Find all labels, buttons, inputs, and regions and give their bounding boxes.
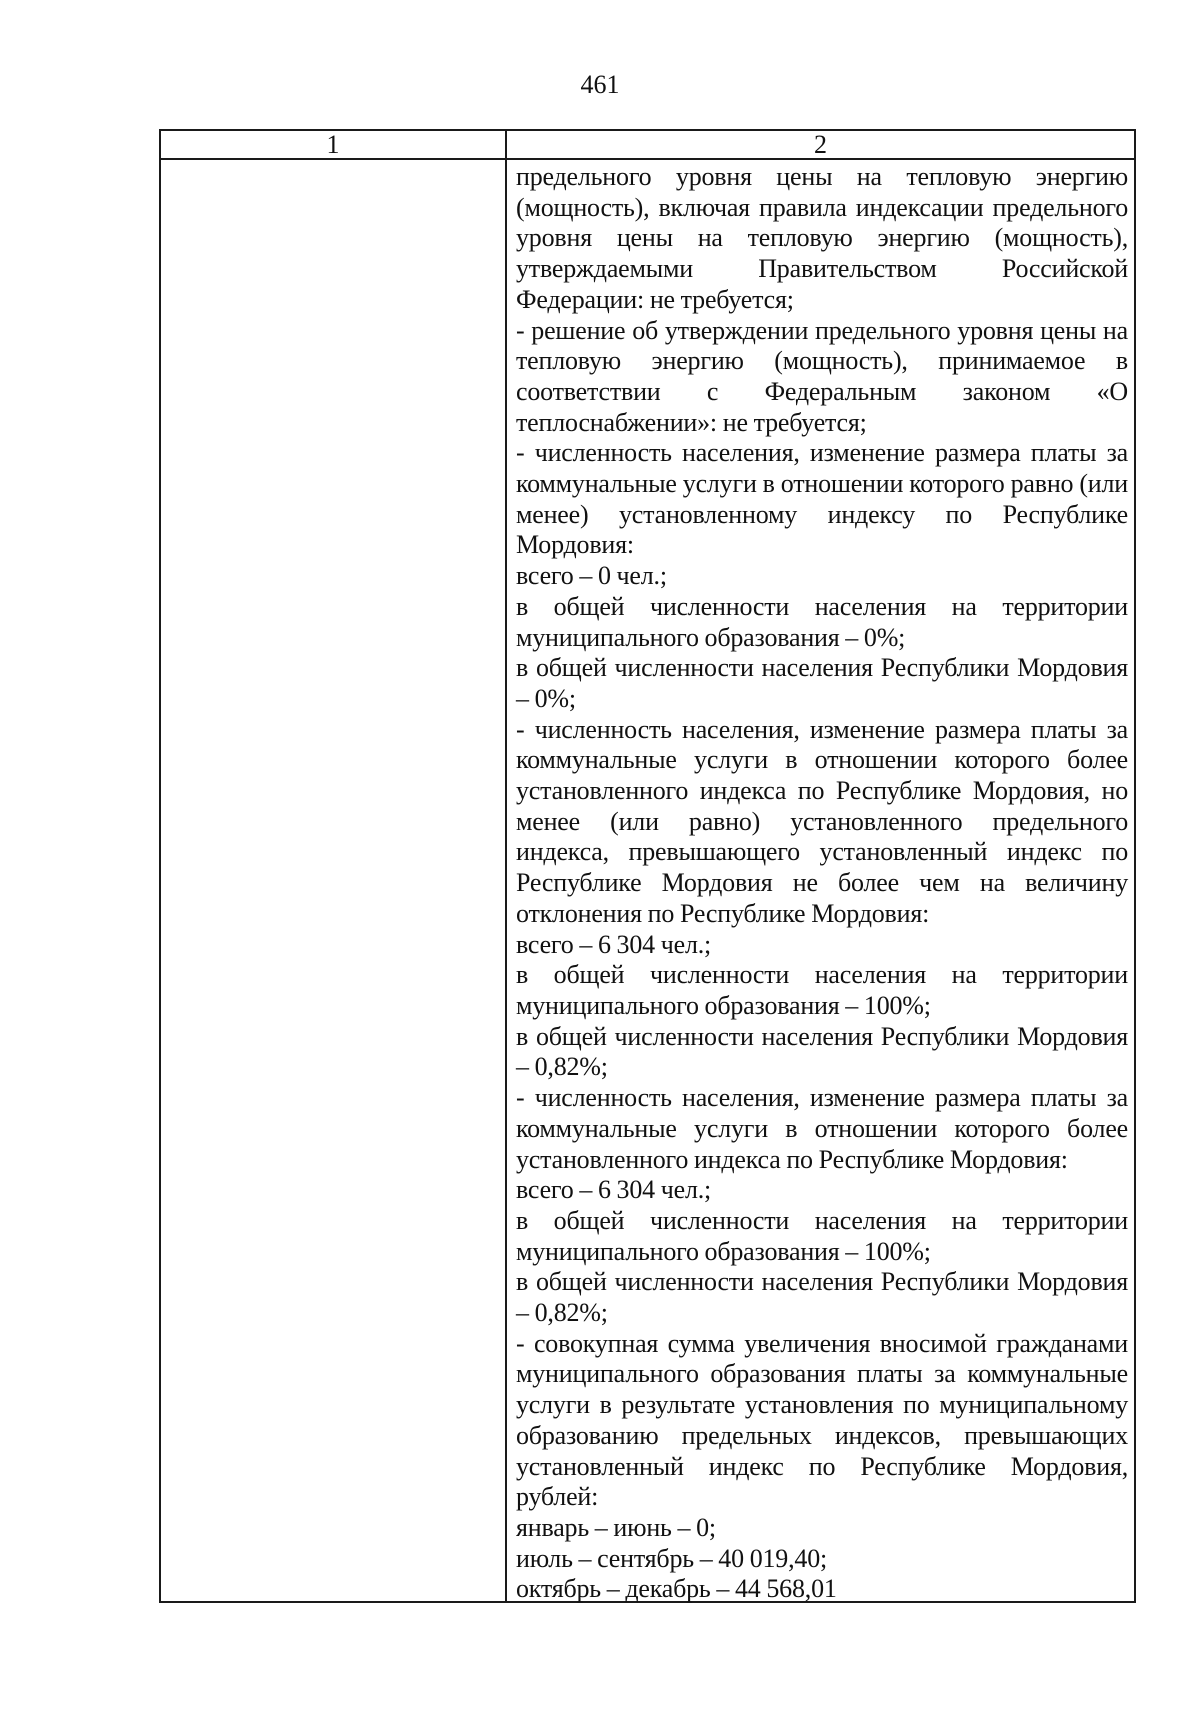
paragraph: - решение об утверждении предельного уровня цены на тепловую энергию (мощность), принимаемое в соответствии с Федеральным законом «О теплоснабжении»: не требуется;	[516, 315, 1128, 437]
page-number: 461	[580, 70, 620, 99]
paragraph: - численность населения, изменение размера платы за коммунальные услуги в отношении которого более установленного индекса по Республике Мордовия, но менее (или равно) установленного предельного индекса, превышающего установленный индекс по Республике Мордовия не более чем на величину отклонения по Республике Мордовия:	[516, 714, 1128, 928]
paragraph: в общей численности населения Республики Мордовия – 0,82%;	[516, 1021, 1128, 1082]
paragraph: - численность населения, изменение размера платы за коммунальные услуги в отношении которого более установленного индекса по Республике Мордовия:	[516, 1083, 1128, 1174]
paragraph: в общей численности населения Республики Мордовия – 0%;	[516, 653, 1128, 713]
paragraph: всего – 6 304 чел.;	[516, 929, 712, 959]
column-1-header: 1	[326, 130, 340, 159]
column-2-header: 2	[814, 130, 827, 159]
column-2-content	[516, 162, 1128, 1605]
paragraph: всего – 6 304 чел.;	[516, 1175, 712, 1205]
paragraph: в общей численности населения Республики Мордовия – 0,82%;	[516, 1267, 1128, 1328]
paragraph: в общей численности населения на территории муниципального образования – 100%;	[516, 960, 1128, 1020]
paragraph: предельного уровня цены на тепловую энергию (мощность), включая правила индексации предельного уровня цены на тепловую энергию (мощность), утверждаемыми Правительством Российской Федерации: не требуется;	[516, 162, 1128, 314]
paragraph: октябрь – декабрь – 44 568,01	[516, 1574, 837, 1604]
paragraph: июль – сентябрь – 40 019,40;	[516, 1543, 828, 1573]
table-header-row	[161, 131, 1134, 160]
paragraph: - численность населения, изменение размера платы за коммунальные услуги в отношении которого равно (или менее) установленному индексу по Республике Мордовия:	[516, 438, 1128, 560]
paragraph: - совокупная сумма увеличения вносимой гражданами муниципального образования платы за коммунальные услуги в результате установления по муниципальному образованию предельных индексов, превышающих установленный индекс по Республике Мордовия, рублей:	[516, 1328, 1128, 1512]
column-divider	[505, 131, 507, 1601]
paragraph: всего – 0 чел.;	[516, 561, 667, 591]
paragraph: январь – июнь – 0;	[516, 1512, 716, 1542]
document-table	[159, 129, 1136, 1603]
paragraph: в общей численности населения на территории муниципального образования – 100%;	[516, 1205, 1128, 1266]
paragraph: в общей численности населения на территории муниципального образования – 0%;	[516, 591, 1128, 652]
